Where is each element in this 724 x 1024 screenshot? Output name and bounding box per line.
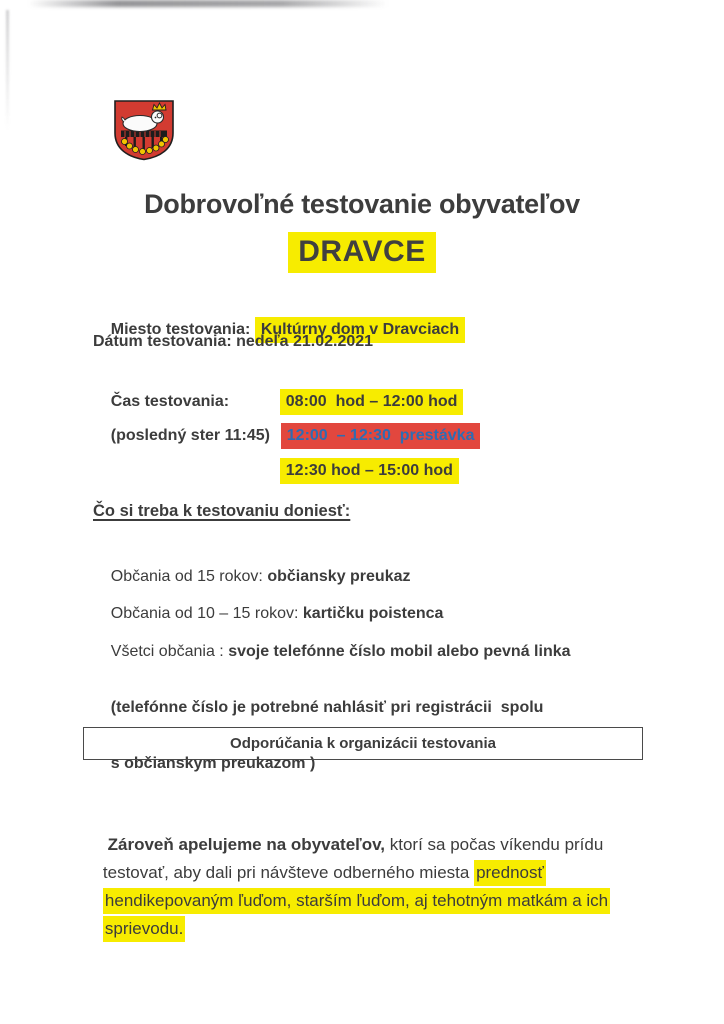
appeal-line2-highlight: prednosť [474,860,546,886]
time-label: Čas testovania: [110,393,230,410]
item3-value-line3: s občianskym preukazom ) [110,755,316,772]
time-morning-highlight: 08:00 hod – 12:00 hod [280,389,464,415]
appeal-line1-rest: ktorí sa počas víkendu prídu [385,835,604,854]
last-swab-note: (posledný ster 11:45) [110,427,270,444]
place-label: Miesto testovania: [110,321,255,338]
page-title: Dobrovoľné testovanie obyvateľov [144,189,580,219]
item1-value: občiansky preukaz [267,568,411,585]
appeal-line4-highlight: sprievodu. [103,916,185,942]
recommendations-title: Odporúčania k organizácii testovania [230,735,496,752]
appeal-line-4 [84,890,185,968]
recommendations-box [83,727,643,760]
scan-artifact-left [6,10,9,130]
time-spacer [111,458,280,484]
item2-value: kartičku poistenca [302,605,444,622]
item2-label: Občania od 10 – 15 rokov: [110,605,303,622]
item3-label: Všetci občania : [110,643,229,660]
item3-value-line1: svoje telefónne číslo mobil alebo pevná linka [228,643,571,660]
village-name-line [0,235,724,269]
item1-label: Občania od 15 rokov: [110,568,268,585]
item3-value-line2: (telefónne číslo je potrebné nahlásiť pri registrácii spolu [110,699,544,716]
bring-section-heading: Čo si treba k testovaniu doniesť: [93,502,351,520]
appeal-intro-bold: Zároveň apelujeme na obyvateľov, [102,835,386,854]
appeal-line3-highlight: hendikepovaným ľuďom, starším ľuďom, aj tehotným matkám a ich [103,888,610,914]
break-time-highlight: 12:00 – 12:30 prestávka [281,423,481,449]
scan-artifact-top [28,0,388,7]
bring-item-all-citizens [93,610,571,806]
time-afternoon-highlight: 12:30 hod – 15:00 hod [280,458,459,484]
place-value-highlight: Kultúrny dom v Dravciach [255,317,465,343]
date-line: Dátum testovania: nedeľa 21.02.2021 [93,333,374,350]
appeal-line2-text: testovať, aby dali pri návšteve odberného miesta [102,863,475,882]
coat-of-arms-icon [112,98,176,162]
village-name-highlight: DRAVCE [288,232,435,273]
